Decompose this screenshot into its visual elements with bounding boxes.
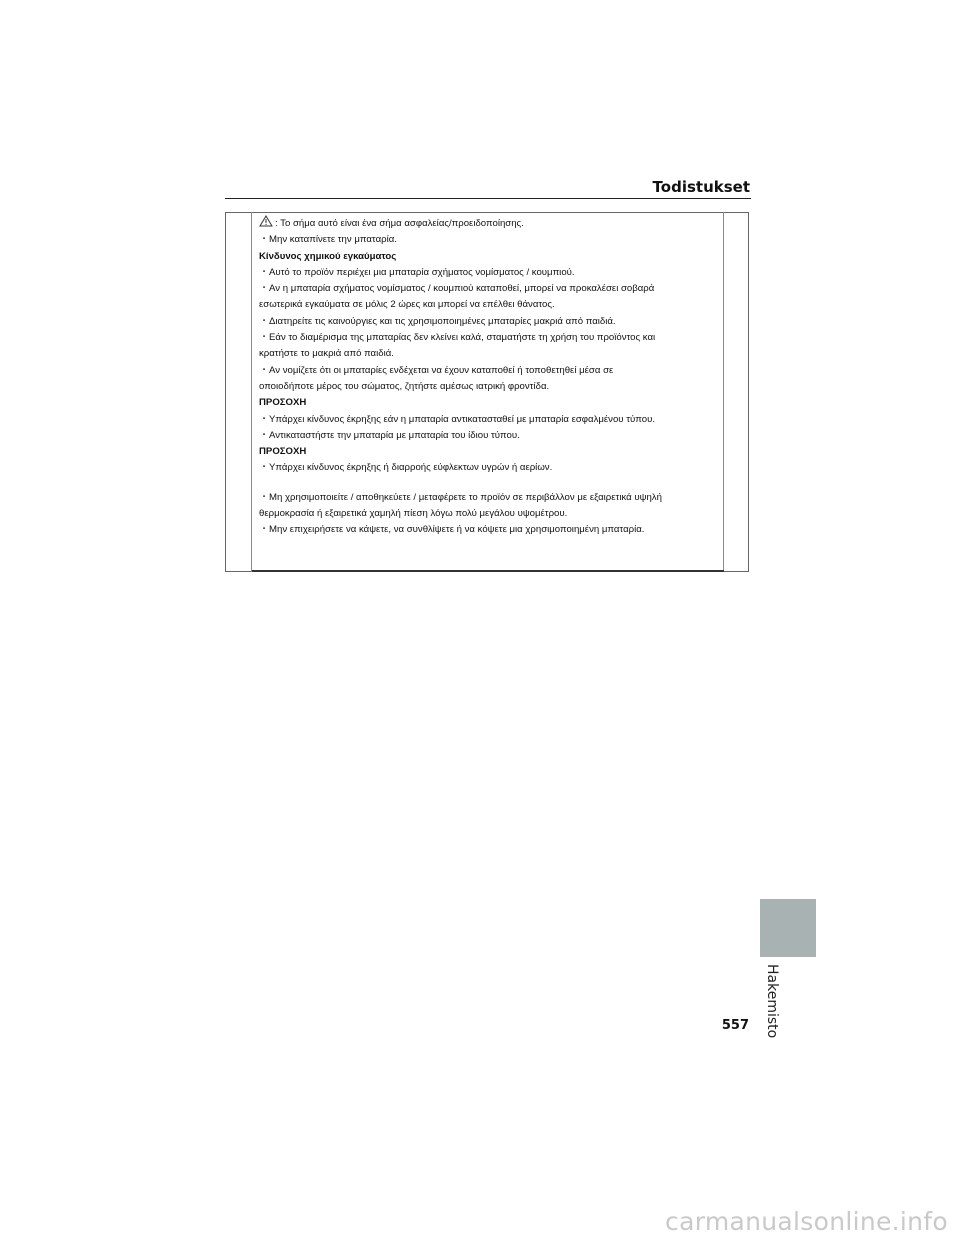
text-line (259, 490, 721, 506)
text-line (259, 232, 721, 248)
text-line (259, 428, 721, 444)
bullet-marker: ・ (259, 266, 269, 278)
text-line (259, 412, 721, 428)
section-heading (259, 249, 721, 265)
bullet-marker: ・ (259, 491, 269, 503)
text-line (259, 506, 721, 522)
line-text: ΠΡΟΣΟΧΗ (259, 397, 307, 409)
header-divider (225, 198, 751, 199)
text-line (259, 314, 721, 330)
line-text: Κίνδυνος χημικού εγκαύματος (259, 250, 397, 262)
warning-text-block (259, 215, 721, 539)
line-text: κρατήστε το μακριά από παιδιά. (259, 348, 394, 360)
frame-bottom-rule (252, 570, 724, 572)
line-text: Υπάρχει κίνδυνος έκρηξης ή διαρροής εύφλεκτων υγρών ή αερίων. (269, 462, 553, 474)
line-text: Μην επιχειρήσετε να κάψετε, να συνθλίψετε ή να κόψετε μια χρησιμοποιημένη μπαταρία. (269, 524, 645, 536)
bullet-marker: ・ (259, 332, 269, 344)
bullet-marker: ・ (259, 283, 269, 295)
line-text: Διατηρείτε τις καινούργιες και τις χρησιμοποιημένες μπαταρίες μακριά από παιδιά. (269, 315, 616, 327)
paragraph-gap (259, 477, 721, 490)
text-line (259, 265, 721, 281)
text-line (259, 281, 721, 297)
line-text: Μη χρησιμοποιείτε / αποθηκεύετε / μεταφέρετε το προϊόν σε περιβάλλον με εξαιρετικά υψηλή (269, 491, 662, 503)
bullet-marker: ・ (259, 524, 269, 536)
line-text: ΠΡΟΣΟΧΗ (259, 446, 307, 458)
line-text: οποιοδήποτε μέρος του σώματος, ζητήστε αμέσως ιατρική φροντίδα. (259, 380, 550, 392)
frame-right-column-divider (723, 212, 724, 572)
text-line (259, 297, 721, 313)
line-text: θερμοκρασία ή εξαιρετικά χαμηλή πίεση λόγω πολύ μεγάλου υψομέτρου. (259, 508, 568, 520)
bullet-marker: ・ (259, 315, 269, 327)
text-line (259, 363, 721, 379)
bullet-marker: ・ (259, 429, 269, 441)
line-text: εσωτερικά εγκαύματα σε μόλις 2 ώρες και μπορεί να επέλθει θάνατος. (259, 299, 555, 311)
watermark: carmanualsonline.info (665, 1207, 948, 1236)
bullet-marker: ・ (259, 364, 269, 376)
section-tab-label: Hakemisto (764, 964, 780, 1039)
text-line (259, 379, 721, 395)
line-text: Εάν το διαμέρισμα της μπαταρίας δεν κλείνει καλά, σταματήστε τη χρήση του προϊόντος και (269, 332, 656, 344)
section-tab (760, 899, 816, 957)
warning-triangle-icon (259, 215, 273, 227)
text-line (259, 330, 721, 346)
text-line (259, 346, 721, 362)
page-number: 557 (721, 1018, 749, 1033)
text-line (259, 522, 721, 538)
section-heading (259, 444, 721, 460)
line-text: Υπάρχει κίνδυνος έκρηξης εάν η μπαταρία αντικατασταθεί με μπαταρία εσφαλμένου τύπου. (269, 413, 655, 425)
warning-line-text: : Το σήμα αυτό είναι ένα σήμα ασφαλείας/προειδοποίησης. (275, 218, 524, 229)
warning-lines (259, 232, 721, 538)
warning-line (259, 215, 721, 232)
line-text: Μην καταπίνετε την μπαταρία. (269, 234, 397, 246)
line-text: Αντικαταστήστε την μπαταρία με μπαταρία του ίδιου τύπου. (269, 429, 520, 441)
section-heading (259, 395, 721, 411)
line-text: Αν νομίζετε ότι οι μπαταρίες ενδέχεται να έχουν καταποθεί ή τοποθετηθεί μέσα σε (269, 364, 614, 376)
section-title: Todistukset (652, 178, 750, 196)
bullet-marker: ・ (259, 234, 269, 246)
bullet-marker: ・ (259, 462, 269, 474)
bullet-marker: ・ (259, 413, 269, 425)
line-text: Αυτό το προϊόν περιέχει μια μπαταρία σχήματος νομίσματος / κουμπιού. (269, 266, 575, 278)
frame-left-column (225, 212, 252, 572)
line-text: Αν η μπαταρία σχήματος νομίσματος / κουμπιού καταποθεί, μπορεί να προκαλέσει σοβαρά (269, 283, 655, 295)
text-line (259, 460, 721, 476)
